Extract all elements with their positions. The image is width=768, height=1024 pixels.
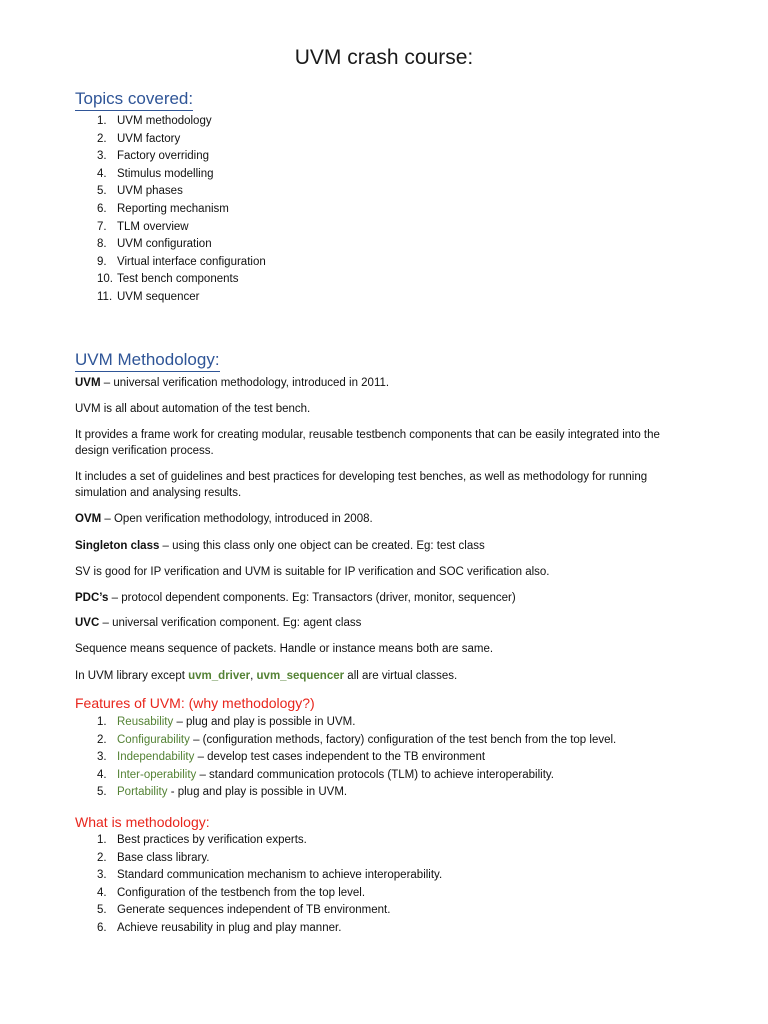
list-item: 6. Reporting mechanism (97, 202, 229, 215)
what-is-heading: What is methodology: (75, 814, 210, 830)
paragraph-sv: SV is good for IP verification and UVM is suitable for IP verification and SOC verification also. (75, 566, 550, 578)
paragraph-automation: UVM is all about automation of the test bench. (75, 403, 311, 415)
paragraph-singleton: Singleton class – using this class only one object can be created. Eg: test class (75, 540, 485, 552)
list-item: 8. UVM configuration (97, 238, 212, 251)
list-item: 3. Standard communication mechanism to achieve interoperability. (97, 869, 443, 882)
paragraph-guidelines: It includes a set of guidelines and best practices for developing test benches, as well as methodology for running simulation and analysing results. (75, 471, 648, 499)
list-item: 7. TLM overview (97, 220, 189, 233)
list-item: 2. UVM factory (97, 132, 181, 145)
list-item: 4. Inter-operability – standard communication protocols (TLM) to achieve interoperability. (97, 768, 554, 781)
topics-heading: Topics covered: (75, 89, 193, 111)
paragraph-sequence: Sequence means sequence of packets. Handle or instance means both are same. (75, 643, 494, 655)
list-item: 1. Reusability – plug and play is possible in UVM. (97, 716, 356, 728)
what-is-list (75, 832, 442, 938)
list-item: 5. UVM phases (97, 185, 183, 198)
list-item: 11. UVM sequencer (97, 290, 200, 303)
list-item: 2. Base class library. (97, 851, 210, 864)
list-item: 6. Achieve reusability in plug and play manner. (97, 921, 342, 934)
list-item: 10. Test bench components (97, 273, 239, 286)
features-heading: Features of UVM: (why methodology?) (75, 695, 315, 711)
list-item: 5. Portability - plug and play is possible in UVM. (97, 786, 348, 799)
list-item: 9. Virtual interface configuration (97, 255, 266, 268)
paragraph-uvc: UVC – universal verification component. Eg: agent class (75, 617, 362, 629)
topics-list (75, 113, 266, 307)
features-list (75, 714, 616, 802)
paragraph-library: In UVM library except uvm_driver, uvm_sequencer all are virtual classes. (75, 670, 458, 682)
paragraph-uvm-definition: UVM – universal verification methodology, introduced in 2011. (75, 377, 390, 389)
list-item: 4. Stimulus modelling (97, 167, 214, 180)
page-title: UVM crash course: (294, 46, 474, 69)
paragraph-framework: It provides a frame work for creating modular, reusable testbench components that can be easily integrated into the design verification process. (75, 429, 660, 457)
list-item: 3. Independability – develop test cases independent to the TB environment (97, 751, 486, 764)
list-item: 1. Best practices by verification experts. (97, 834, 307, 846)
list-item: 5. Generate sequences independent of TB environment. (97, 904, 391, 917)
paragraph-ovm-definition: OVM – Open verification methodology, introduced in 2008. (75, 513, 373, 525)
list-item: 2. Configurability – (configuration methods, factory) configuration of the test bench from the top level. (97, 733, 617, 746)
list-item: 1. UVM methodology (97, 115, 212, 127)
list-item: 3. Factory overriding (97, 150, 210, 163)
paragraph-pdc: PDC’s – protocol dependent components. Eg: Transactors (driver, monitor, sequencer) (75, 592, 516, 604)
methodology-heading: UVM Methodology: (75, 350, 220, 372)
list-item: 4. Configuration of the testbench from the top level. (97, 886, 366, 899)
